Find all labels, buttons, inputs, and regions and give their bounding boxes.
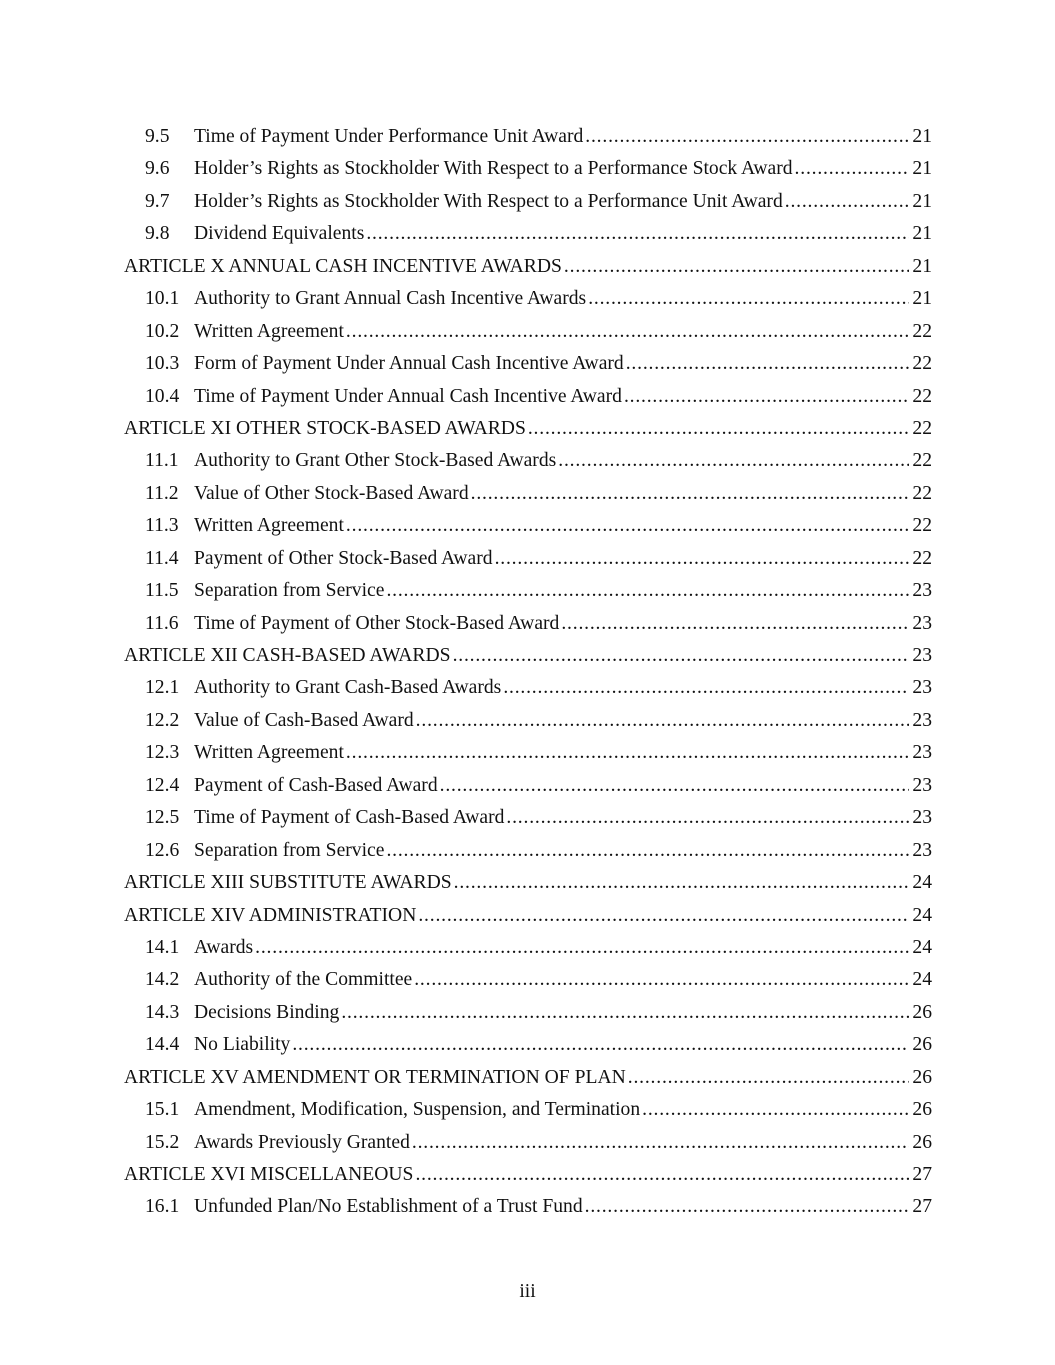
toc-entry-title: Amendment, Modification, Suspension, and Termination [194, 1099, 641, 1121]
toc-article-entry[interactable] [124, 640, 932, 672]
toc-entry-title: Written Agreement [194, 742, 344, 764]
toc-page-number: 22 [912, 320, 932, 342]
toc-section-entry[interactable] [124, 1094, 932, 1126]
toc-section-entry[interactable] [124, 575, 932, 607]
page-number: iii [519, 1281, 536, 1302]
toc-section-number: 12.4 [145, 774, 180, 796]
toc-entry-title: Unfunded Plan/No Establishment of a Trust Fund [194, 1196, 583, 1218]
toc-section-number: 11.1 [145, 450, 179, 472]
toc-article-entry[interactable] [124, 1159, 932, 1191]
toc-entry-title: Value of Other Stock-Based Award [194, 482, 469, 504]
toc-section-entry[interactable] [124, 1127, 932, 1159]
dot-leader [626, 348, 910, 380]
dot-leader [506, 802, 909, 834]
toc-page-number: 23 [912, 677, 932, 699]
toc-section-number: 12.1 [145, 677, 180, 699]
toc-section-entry[interactable] [124, 543, 932, 575]
toc-page-number: 23 [912, 807, 932, 829]
toc-page-number: 26 [912, 1099, 932, 1121]
dot-leader [785, 186, 910, 218]
toc-entry-title: ARTICLE X ANNUAL CASH INCENTIVE AWARDS [124, 255, 562, 277]
toc-page-number: 22 [912, 353, 932, 375]
toc-section-number: 10.2 [145, 320, 180, 342]
toc-section-number: 16.1 [145, 1196, 180, 1218]
toc-page-number: 23 [912, 645, 932, 666]
toc-page-number: 26 [912, 1066, 932, 1088]
dot-leader [292, 1029, 909, 1061]
dot-leader [495, 543, 910, 575]
toc-section-entry[interactable] [124, 381, 932, 413]
toc-entry-title: Payment of Other Stock-Based Award [194, 547, 493, 569]
toc-page-number: 22 [912, 417, 932, 439]
toc-section-entry[interactable] [124, 1029, 932, 1061]
toc-entry-title: Awards Previously Granted [194, 1131, 410, 1153]
toc-entry-title: Awards [194, 936, 254, 958]
toc-section-number: 10.3 [145, 353, 180, 375]
toc-entry-title: Time of Payment of Other Stock-Based Award [194, 612, 560, 634]
toc-page-number: 23 [912, 612, 932, 634]
toc-section-entry[interactable] [124, 218, 932, 250]
toc-section-number: 15.2 [145, 1131, 180, 1153]
toc-article-entry[interactable] [124, 1062, 932, 1094]
toc-entry-title: ARTICLE XIII SUBSTITUTE AWARDS [124, 872, 452, 894]
dot-leader [642, 1094, 909, 1126]
toc-page-number: 21 [912, 223, 932, 245]
toc-entry-title: Written Agreement [194, 515, 344, 537]
toc-page-number: 21 [912, 190, 932, 212]
dot-leader [528, 413, 910, 445]
dot-leader [503, 672, 909, 704]
toc-entry-title: Time of Payment Under Annual Cash Incentive Award [194, 385, 622, 407]
toc-page-number: 24 [912, 969, 932, 991]
toc-page-number: 23 [912, 774, 932, 796]
toc-entry-title: Written Agreement [194, 320, 344, 342]
dot-leader [795, 153, 910, 185]
toc-section-entry[interactable] [124, 737, 932, 769]
toc-section-entry[interactable] [124, 316, 932, 348]
toc-entry-title: ARTICLE XIV ADMINISTRATION [124, 904, 417, 926]
dot-leader [415, 1159, 909, 1191]
toc-entry-title: No Liability [194, 1034, 291, 1056]
dot-leader [440, 770, 910, 802]
toc-article-entry[interactable] [124, 867, 932, 899]
toc-page-number: 21 [912, 158, 932, 180]
toc-entry-title: ARTICLE XI OTHER STOCK-BASED AWARDS [124, 417, 526, 439]
dot-leader [624, 381, 909, 413]
toc-page-number: 22 [912, 515, 932, 537]
toc-section-number: 10.4 [145, 385, 180, 407]
toc-page-number: 23 [912, 580, 932, 602]
toc-page-number: 23 [912, 709, 932, 731]
dot-leader [585, 121, 909, 153]
toc-section-entry[interactable] [124, 835, 932, 867]
toc-page-number: 21 [912, 255, 932, 277]
dot-leader [412, 1127, 910, 1159]
dot-leader [471, 478, 910, 510]
toc-section-number: 11.5 [145, 580, 179, 602]
dot-leader [386, 575, 909, 607]
toc-section-number: 9.8 [145, 223, 170, 245]
toc-entry-title: Payment of Cash-Based Award [194, 774, 438, 796]
toc-section-number: 11.6 [145, 612, 179, 634]
dot-leader [558, 445, 909, 477]
toc-section-entry[interactable] [124, 997, 932, 1029]
toc-section-entry[interactable] [124, 770, 932, 802]
toc-section-entry[interactable] [124, 186, 932, 218]
toc-entry-title: ARTICLE XVI MISCELLANEOUS [124, 1164, 414, 1185]
toc-section-entry[interactable] [124, 932, 932, 964]
toc-section-entry[interactable] [124, 705, 932, 737]
dot-leader [416, 705, 910, 737]
dot-leader [585, 1191, 910, 1223]
toc-page-number: 21 [912, 288, 932, 310]
toc-page-number: 24 [912, 904, 932, 926]
toc-entry-title: Authority to Grant Other Stock-Based Awards [194, 450, 557, 472]
toc-page-number: 23 [912, 742, 932, 764]
dot-leader [346, 510, 909, 542]
toc-article-entry[interactable] [124, 413, 932, 445]
toc-entry-title: ARTICLE XII CASH-BASED AWARDS [124, 645, 451, 666]
toc-entry-title: Decisions Binding [194, 1001, 340, 1023]
toc-entry-title: Authority of the Committee [194, 969, 413, 991]
dot-leader [341, 997, 909, 1029]
toc-page-number: 26 [912, 1034, 932, 1056]
toc-section-number: 12.3 [145, 742, 180, 764]
toc-section-entry[interactable] [124, 445, 932, 477]
toc-entry-title: Authority to Grant Cash-Based Awards [194, 677, 502, 699]
toc-entry-title: Authority to Grant Annual Cash Incentive Awards [194, 288, 587, 310]
toc-entry-title: Holder’s Rights as Stockholder With Respect to a Performance Stock Award [194, 158, 793, 180]
dot-leader [588, 283, 909, 315]
toc-section-entry[interactable] [124, 672, 932, 704]
dot-leader [454, 867, 910, 899]
toc-page-number: 21 [912, 126, 932, 147]
toc-section-number: 14.1 [145, 936, 180, 958]
toc-section-number: 14.3 [145, 1001, 180, 1023]
toc-entry-title: Dividend Equivalents [194, 223, 365, 245]
dot-leader [346, 737, 909, 769]
toc-section-number: 9.7 [145, 190, 170, 212]
toc-entry-title: Value of Cash-Based Award [194, 709, 414, 731]
toc-article-entry[interactable] [124, 900, 932, 932]
toc-page-number: 24 [912, 936, 932, 958]
toc-entry-title: Separation from Service [194, 839, 385, 861]
toc-section-number: 14.4 [145, 1034, 180, 1056]
toc-page-number: 26 [912, 1001, 932, 1023]
toc-entry-title: Time of Payment Under Performance Unit Award [194, 126, 584, 147]
toc-page-number: 26 [912, 1131, 932, 1153]
dot-leader [561, 608, 909, 640]
toc-section-number: 9.6 [145, 158, 170, 180]
toc-entry-title: Form of Payment Under Annual Cash Incentive Award [194, 353, 624, 375]
dot-leader [453, 640, 910, 672]
dot-leader [628, 1062, 910, 1094]
toc-page-number: 22 [912, 547, 932, 569]
toc-section-entry[interactable] [124, 478, 932, 510]
toc-section-entry[interactable] [124, 153, 932, 185]
toc-section-entry[interactable] [124, 964, 932, 996]
toc-section-number: 9.5 [145, 126, 170, 147]
toc-page-number: 27 [912, 1196, 932, 1218]
toc-section-number: 12.2 [145, 709, 180, 731]
toc-section-number: 11.2 [145, 482, 179, 504]
toc-section-entry[interactable] [124, 1191, 932, 1223]
dot-leader [414, 964, 909, 996]
toc-section-number: 12.6 [145, 839, 180, 861]
toc-section-entry[interactable] [124, 348, 932, 380]
table-of-contents [124, 121, 932, 1224]
toc-entry-title: ARTICLE XV AMENDMENT OR TERMINATION OF PLAN [124, 1066, 626, 1088]
toc-page-number: 22 [912, 450, 932, 472]
toc-section-entry[interactable] [124, 283, 932, 315]
toc-section-entry[interactable] [124, 121, 932, 153]
toc-section-number: 10.1 [145, 288, 180, 310]
toc-page-number: 23 [912, 839, 932, 861]
toc-section-number: 14.2 [145, 969, 180, 991]
toc-section-entry[interactable] [124, 608, 932, 640]
toc-page-number: 22 [912, 482, 932, 504]
dot-leader [564, 251, 909, 283]
toc-section-number: 11.3 [145, 515, 179, 537]
toc-page-number: 22 [912, 385, 932, 407]
toc-section-number: 12.5 [145, 807, 180, 829]
dot-leader [346, 316, 909, 348]
toc-section-number: 11.4 [145, 547, 179, 569]
toc-section-entry[interactable] [124, 802, 932, 834]
toc-entry-title: Holder’s Rights as Stockholder With Respect to a Performance Unit Award [194, 190, 783, 212]
dot-leader [418, 900, 909, 932]
toc-page-number: 27 [912, 1164, 932, 1185]
toc-article-entry[interactable] [124, 251, 932, 283]
toc-page-number: 24 [912, 872, 932, 894]
toc-entry-title: Separation from Service [194, 580, 385, 602]
dot-leader [255, 932, 909, 964]
dot-leader [366, 218, 909, 250]
toc-section-number: 15.1 [145, 1099, 180, 1121]
dot-leader [386, 835, 909, 867]
toc-entry-title: Time of Payment of Cash-Based Award [194, 807, 505, 829]
toc-section-entry[interactable] [124, 510, 932, 542]
